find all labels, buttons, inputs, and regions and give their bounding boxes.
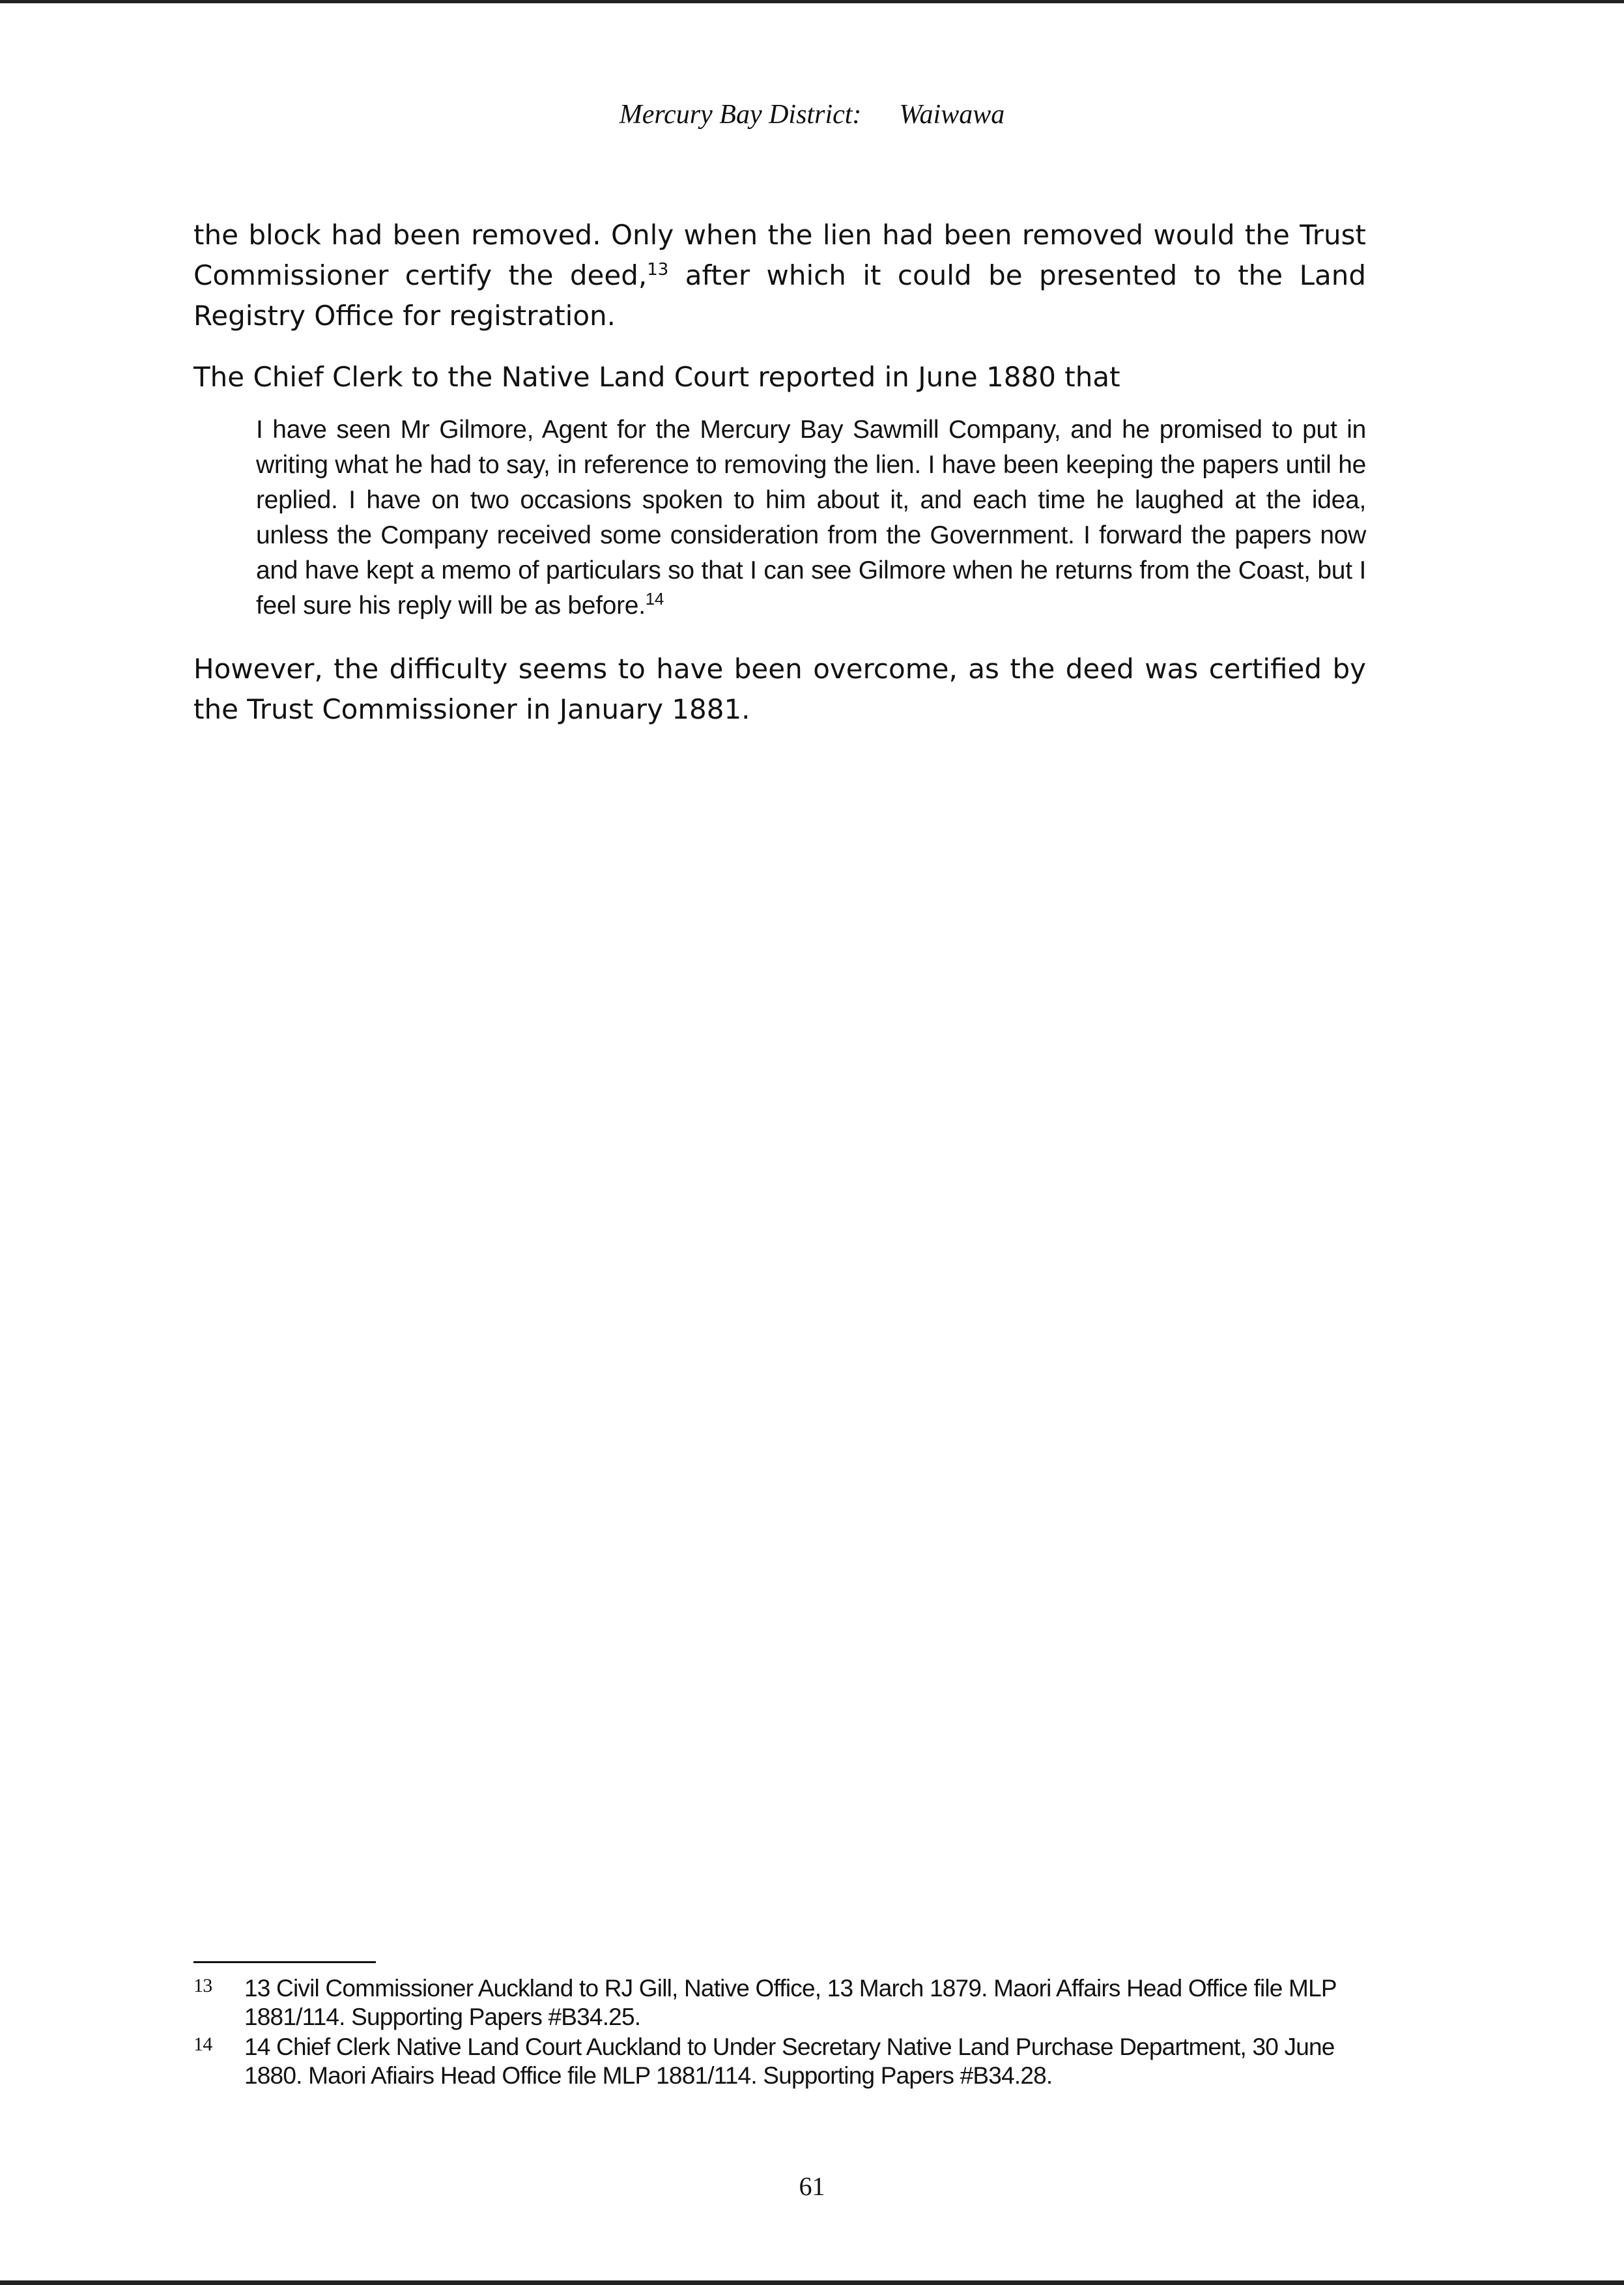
page-number: 61 bbox=[799, 2172, 825, 2201]
block-quotation bbox=[256, 412, 1366, 624]
footnote-13 bbox=[193, 1974, 1366, 2032]
footnote-14 bbox=[193, 2033, 1366, 2090]
running-header bbox=[0, 99, 1624, 130]
top-border-rule bbox=[0, 0, 1624, 3]
paragraph-1-text: the block had been removed. Only when the lien had been removed would the Trust Commissioner certify the deed, bbox=[193, 219, 1366, 291]
body-paragraph-2: The Chief Clerk to the Native Land Court reported in June 1880 that bbox=[193, 361, 1120, 393]
header-district: Mercury Bay District: bbox=[619, 100, 862, 130]
paragraph-1-text-after: after which it could be presented to the Land Registry Office for registration. bbox=[193, 259, 1366, 332]
quotation-text: I have seen Mr Gilmore, Agent for the Mercury Bay Sawmill Company, and he promised to put in writing what he had to say, in reference to removing the lien. I have been keeping the papers until he replied. I have on two occasions spoken to him about it, and each time he laughed at the idea, unless the Company received some consideration from the Government. I forward the papers now and have kept a memo of particulars so that I can see Gilmore when he returns from the Coast, but I feel sure his reply will be as before. bbox=[256, 416, 1366, 620]
footnote-ref-13: 13 bbox=[647, 260, 669, 280]
footnote-separator bbox=[193, 1961, 376, 1963]
footnote-14-text: 14 Chief Clerk Native Land Court Auckland to Under Secretary Native Land Purchase Department, 30 June 1880. Maori Afiairs Head Office file MLP 1881/114. Supporting Papers #B34.28. bbox=[244, 2034, 1335, 2089]
footnote-14-number: 14 bbox=[193, 2034, 212, 2055]
footnote-13-number: 13 bbox=[193, 1975, 212, 1996]
footnote-ref-14: 14 bbox=[645, 589, 664, 609]
body-paragraph-1 bbox=[193, 215, 1366, 336]
bottom-border-rule bbox=[0, 2280, 1624, 2285]
header-block-name: Waiwawa bbox=[899, 100, 1005, 130]
footnote-13-text: 13 Civil Commissioner Auckland to RJ Gill, Native Office, 13 March 1879. Maori Affairs Head Office file MLP 1881/114. Supporting Papers #B34.25. bbox=[244, 1975, 1337, 2030]
body-paragraph-3: However, the difficulty seems to have been overcome, as the deed was certified by the Trust Commissioner in January 1881. bbox=[193, 653, 1366, 725]
